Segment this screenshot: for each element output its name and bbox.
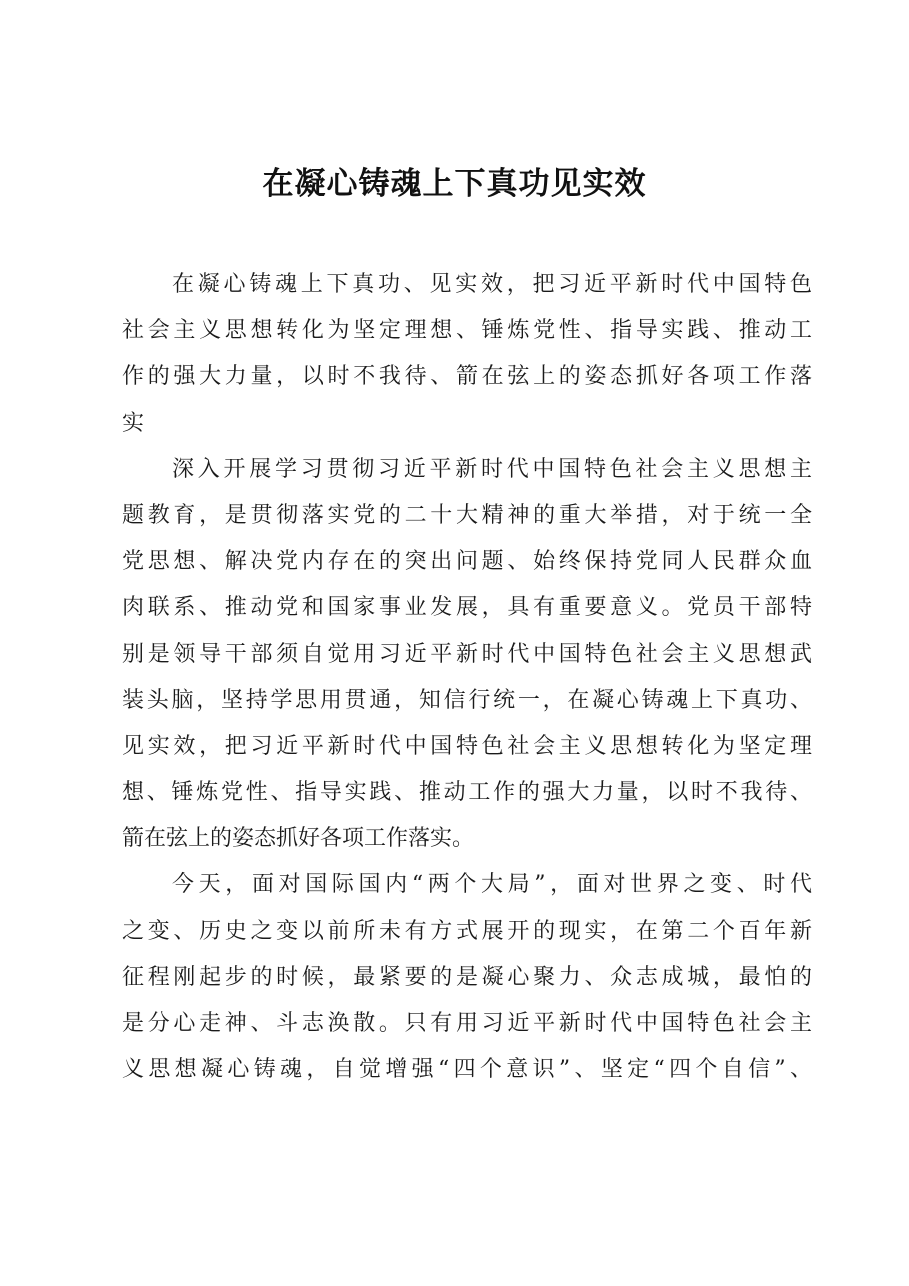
paragraph-line: 见实效，把习近平新时代中国特色社会主义思想转化为坚定理 [122,733,812,759]
paragraph-line: 箭在弦上的姿态抓好各项工作落实。 [122,826,475,852]
document-title: 在凝心铸魂上下真功见实效 [262,166,647,202]
paragraph-line: 今天，面对国际国内“两个大局”，面对世界之变、时代 [172,872,812,898]
paragraph-line: 社会主义思想转化为坚定理想、锤炼党性、指导实践、推动工 [122,318,812,344]
paragraph-line: 义思想凝心铸魂，自觉增强“四个意识”、坚定“四个自信”、 [122,1057,812,1083]
paragraph-3 [122,862,812,1093]
paragraph-2 [122,447,812,863]
paragraph-1 [122,262,812,447]
paragraph-line: 之变、历史之变以前所未有方式展开的现实，在第二个百年新 [122,918,812,944]
paragraph-line: 别是领导干部须自觉用习近平新时代中国特色社会主义思想武 [122,641,812,667]
paragraph-line: 想、锤炼党性、指导实践、推动工作的强大力量，以时不我待、 [122,780,812,806]
paragraph-line: 肉联系、推动党和国家事业发展，具有重要意义。党员干部特 [122,595,812,621]
paragraph-line: 深入开展学习贯彻习近平新时代中国特色社会主义思想主 [172,456,812,482]
paragraph-line: 是分心走神、斗志涣散。只有用习近平新时代中国特色社会主 [122,1011,812,1036]
paragraph-line: 在凝心铸魂上下真功、见实效，把习近平新时代中国特色 [172,272,812,297]
paragraph-line: 实 [122,410,145,436]
paragraph-line: 征程刚起步的时候，最紧要的是凝心聚力、众志成城，最怕的 [122,964,812,990]
paragraph-line: 作的强大力量，以时不我待、箭在弦上的姿态抓好各项工作落 [122,364,812,390]
paragraph-line: 装头脑，坚持学思用贯通，知信行统一，在凝心铸魂上下真功、 [122,687,812,713]
document-body [122,262,812,1093]
paragraph-line: 党思想、解决党内存在的突出问题、始终保持党同人民群众血 [122,549,812,575]
paragraph-line: 题教育，是贯彻落实党的二十大精神的重大举措，对于统一全 [122,502,812,528]
